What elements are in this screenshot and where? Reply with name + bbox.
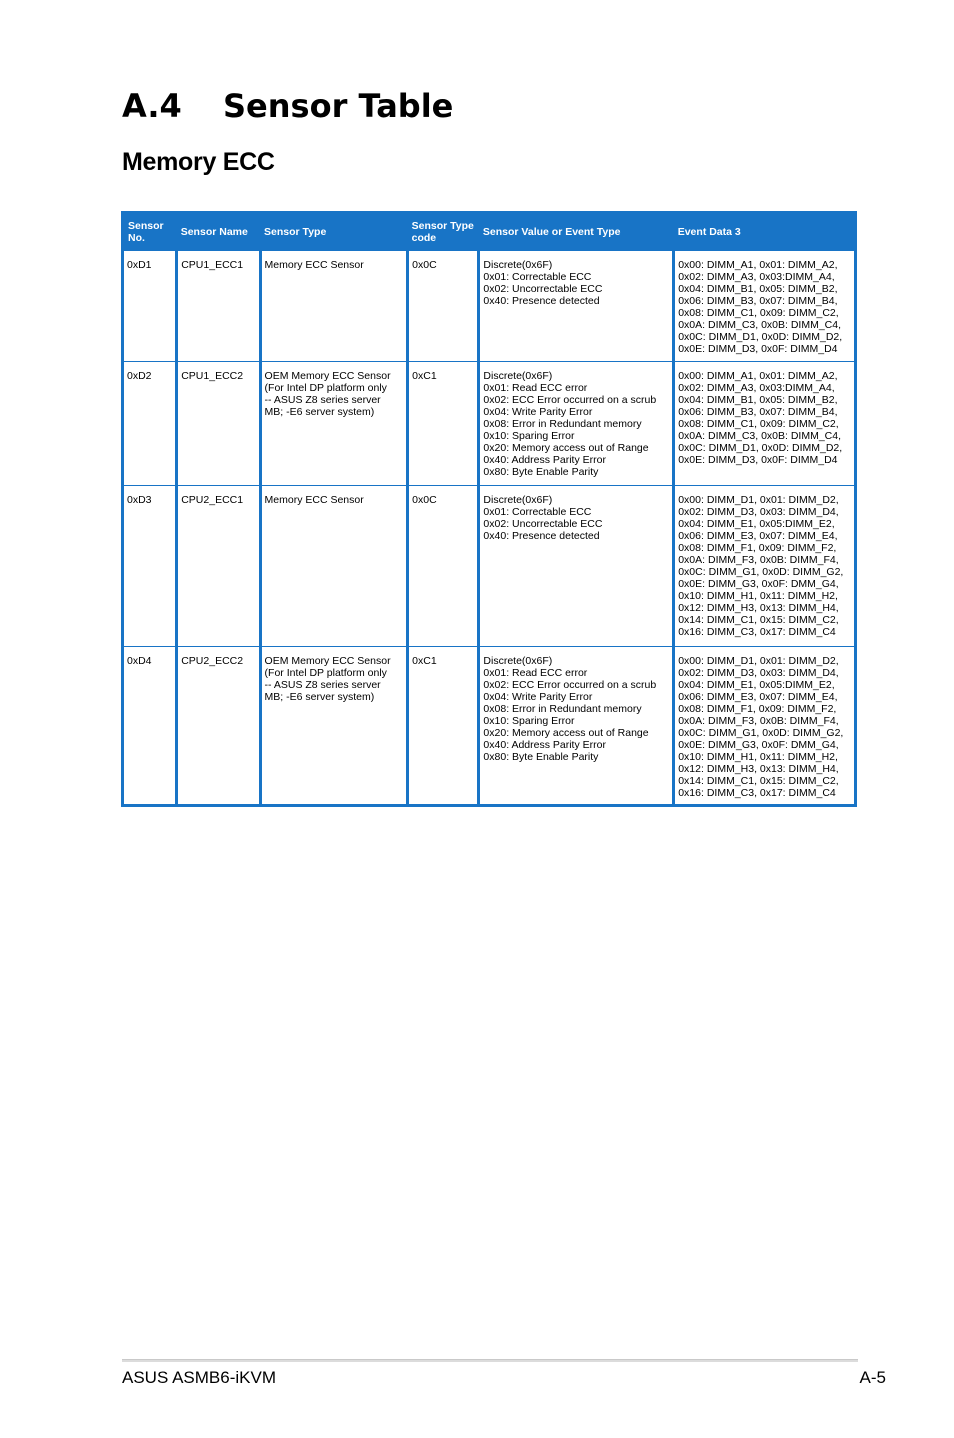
table-header-row — [123, 213, 856, 250]
col-header-sensor-no: Sensor No. — [123, 213, 177, 250]
cell-sensor-type: OEM Memory ECC Sensor (For Intel DP platform only -- ASUS Z8 series server MB; -E6 server system) — [260, 362, 408, 486]
sensor-table — [121, 211, 857, 807]
cell-sensor-name: CPU2_ECC1 — [177, 486, 260, 647]
cell-sensor-type-code: 0x0C — [408, 250, 479, 362]
col-header-sensor-type: Sensor Type — [260, 213, 408, 250]
cell-sensor-name: CPU1_ECC2 — [177, 362, 260, 486]
col-header-sensor-value: Sensor Value or Event Type — [479, 213, 674, 250]
table-row — [123, 250, 856, 362]
cell-sensor-type-code: 0xC1 — [408, 362, 479, 486]
col-header-sensor-name: Sensor Name — [177, 213, 260, 250]
subsection-title: Memory ECC — [122, 148, 275, 176]
section-number: A.4 — [122, 87, 182, 125]
cell-sensor-value: Discrete(0x6F) 0x01: Correctable ECC 0x02: Uncorrectable ECC 0x40: Presence detected — [479, 250, 674, 362]
footer-page-number: A-5 — [859, 1368, 886, 1387]
cell-event-data: 0x00: DIMM_A1, 0x01: DIMM_A2, 0x02: DIMM_A3, 0x03:DIMM_A4, 0x04: DIMM_B1, 0x05: DIMM_B2, 0x06: DIMM_B3, 0x07: DIMM_B4, 0x08: DIMM_C1, 0x09: DIMM_C2, 0x0A: DIMM_C3, 0x0B: DIMM_C4, 0x0C: DIMM_D1, 0x0D: DIMM_D2, 0x0E: DIMM_D3, 0x0F: DIMM_D4 — [674, 362, 856, 486]
footer-divider — [122, 1359, 858, 1362]
section-title: Sensor Table — [223, 87, 454, 125]
cell-event-data: 0x00: DIMM_D1, 0x01: DIMM_D2, 0x02: DIMM_D3, 0x03: DIMM_D4, 0x04: DIMM_E1, 0x05:DIMM_E2, 0x06: DIMM_E3, 0x07: DIMM_E4, 0x08: DIMM_F1, 0x09: DIMM_F2, 0x0A: DIMM_F3, 0x0B: DIMM_F4, 0x0C: DIMM_G1, 0x0D: DIMM_G2, 0x0E: DIMM_G3, 0x0F: DMM_G4, 0x10: DIMM_H1, 0x11: DIMM_H2, 0x12: DIMM_H3, 0x13: DIMM_H4, 0x14: DIMM_C1, 0x15: DIMM_C2, 0x16: DIMM_C3, 0x17: DIMM_C4 — [674, 486, 856, 647]
cell-sensor-type: OEM Memory ECC Sensor (For Intel DP platform only -- ASUS Z8 series server MB; -E6 server system) — [260, 647, 408, 806]
cell-sensor-type-code: 0xC1 — [408, 647, 479, 806]
cell-event-data: 0x00: DIMM_A1, 0x01: DIMM_A2, 0x02: DIMM_A3, 0x03:DIMM_A4, 0x04: DIMM_B1, 0x05: DIMM_B2, 0x06: DIMM_B3, 0x07: DIMM_B4, 0x08: DIMM_C1, 0x09: DIMM_C2, 0x0A: DIMM_C3, 0x0B: DIMM_C4, 0x0C: DIMM_D1, 0x0D: DIMM_D2, 0x0E: DIMM_D3, 0x0F: DIMM_D4 — [674, 250, 856, 362]
footer-product-name: ASUS ASMB6-iKVM — [122, 1368, 276, 1387]
table-row — [123, 362, 856, 486]
cell-sensor-no: 0xD3 — [123, 486, 177, 647]
cell-sensor-type: Memory ECC Sensor — [260, 250, 408, 362]
cell-sensor-value: Discrete(0x6F) 0x01: Read ECC error 0x02: ECC Error occurred on a scrub 0x04: Write Parity Error 0x08: Error in Redundant memory 0x10: Sparing Error 0x20: Memory access out of Range 0x40: Address Parity Error 0x80: Byte Enable Parity — [479, 647, 674, 806]
col-header-sensor-type-code: Sensor Type code — [408, 213, 479, 250]
cell-sensor-no: 0xD4 — [123, 647, 177, 806]
col-header-event-data: Event Data 3 — [674, 213, 856, 250]
cell-sensor-value: Discrete(0x6F) 0x01: Correctable ECC 0x02: Uncorrectable ECC 0x40: Presence detected — [479, 486, 674, 647]
section-heading — [122, 86, 453, 126]
cell-sensor-type-code: 0x0C — [408, 486, 479, 647]
cell-event-data: 0x00: DIMM_D1, 0x01: DIMM_D2, 0x02: DIMM_D3, 0x03: DIMM_D4, 0x04: DIMM_E1, 0x05:DIMM_E2, 0x06: DIMM_E3, 0x07: DIMM_E4, 0x08: DIMM_F1, 0x09: DIMM_F2, 0x0A: DIMM_F3, 0x0B: DIMM_F4, 0x0C: DIMM_G1, 0x0D: DIMM_G2, 0x0E: DIMM_G3, 0x0F: DMM_G4, 0x10: DIMM_H1, 0x11: DIMM_H2, 0x12: DIMM_H3, 0x13: DIMM_H4, 0x14: DIMM_C1, 0x15: DIMM_C2, 0x16: DIMM_C3, 0x17: DIMM_C4 — [674, 647, 856, 806]
cell-sensor-value: Discrete(0x6F) 0x01: Read ECC error 0x02: ECC Error occurred on a scrub 0x04: Write Parity Error 0x08: Error in Redundant memory 0x10: Sparing Error 0x20: Memory access out of Range 0x40: Address Parity Error 0x80: Byte Enable Parity — [479, 362, 674, 486]
cell-sensor-name: CPU1_ECC1 — [177, 250, 260, 362]
cell-sensor-name: CPU2_ECC2 — [177, 647, 260, 806]
cell-sensor-type: Memory ECC Sensor — [260, 486, 408, 647]
table-row — [123, 647, 856, 806]
cell-sensor-no: 0xD1 — [123, 250, 177, 362]
cell-sensor-no: 0xD2 — [123, 362, 177, 486]
table-row — [123, 486, 856, 647]
